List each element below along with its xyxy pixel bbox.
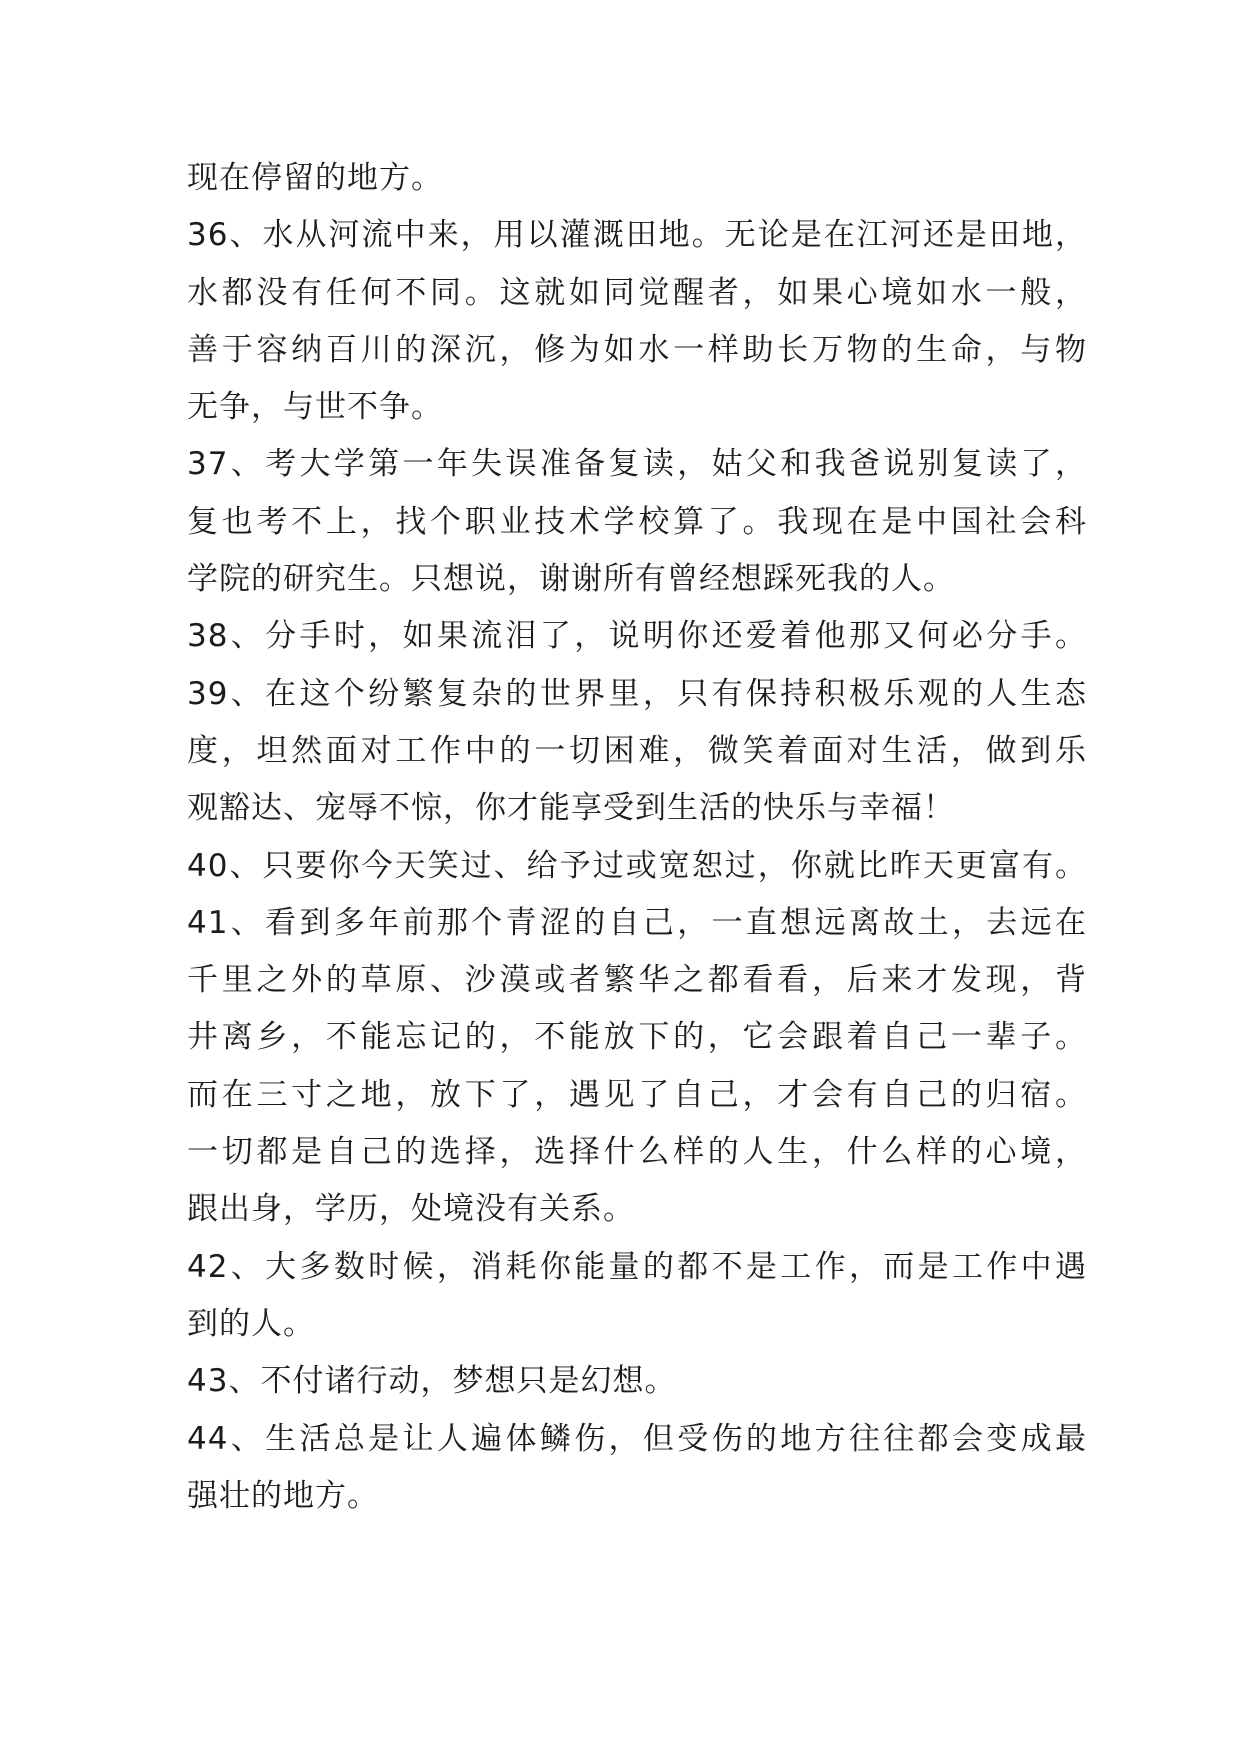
text-line: 40、只要你今天笑过、给予过或宽恕过，你就比昨天更富有。 xyxy=(187,847,1087,884)
text-line: 千里之外的草原、沙漠或者繁华之都看看，后来才发现，背 xyxy=(187,962,1087,999)
document-body xyxy=(187,150,1087,1525)
text-line: 38、分手时，如果流泪了，说明你还爱着他那又何必分手。 xyxy=(187,618,1087,655)
text-line: 水都没有任何不同。这就如同觉醒者，如果心境如水一般， xyxy=(187,274,1087,311)
text-line: 36、水从河流中来，用以灌溉田地。无论是在江河还是田地， xyxy=(187,217,1087,254)
text-line: 度，坦然面对工作中的一切困难，微笑着面对生活，做到乐 xyxy=(187,732,1087,769)
text-line: 到的人。 xyxy=(187,1305,315,1342)
text-line: 观豁达、宠辱不惊，你才能享受到生活的快乐与幸福！ xyxy=(187,790,955,827)
text-line: 43、不付诸行动，梦想只是幻想。 xyxy=(187,1363,677,1400)
text-line: 39、在这个纷繁复杂的世界里，只有保持积极乐观的人生态 xyxy=(187,675,1087,712)
text-line: 37、考大学第一年失误准备复读，姑父和我爸说别复读了， xyxy=(187,446,1087,483)
text-line: 44、生活总是让人遍体鳞伤，但受伤的地方往往都会变成最 xyxy=(187,1420,1087,1457)
text-line: 42、大多数时候，消耗你能量的都不是工作，而是工作中遇 xyxy=(187,1248,1087,1285)
text-line: 善于容纳百川的深沉，修为如水一样助长万物的生命，与物 xyxy=(187,331,1087,368)
text-line: 井离乡，不能忘记的，不能放下的，它会跟着自己一辈子。 xyxy=(187,1019,1087,1056)
text-line: 学院的研究生。只想说，谢谢所有曾经想踩死我的人。 xyxy=(187,561,955,598)
text-line: 复也考不上，找个职业技术学校算了。我现在是中国社会科 xyxy=(187,503,1087,540)
text-line: 现在停留的地方。 xyxy=(187,160,443,196)
text-line: 跟出身，学历，处境没有关系。 xyxy=(187,1191,635,1228)
text-line: 而在三寸之地，放下了，遇见了自己，才会有自己的归宿。 xyxy=(187,1076,1087,1113)
text-line: 无争，与世不争。 xyxy=(187,389,443,426)
text-line: 41、看到多年前那个青涩的自己，一直想远离故土，去远在 xyxy=(187,904,1087,941)
text-line: 强壮的地方。 xyxy=(187,1477,379,1514)
text-line: 一切都是自己的选择，选择什么样的人生，什么样的心境， xyxy=(187,1134,1087,1171)
